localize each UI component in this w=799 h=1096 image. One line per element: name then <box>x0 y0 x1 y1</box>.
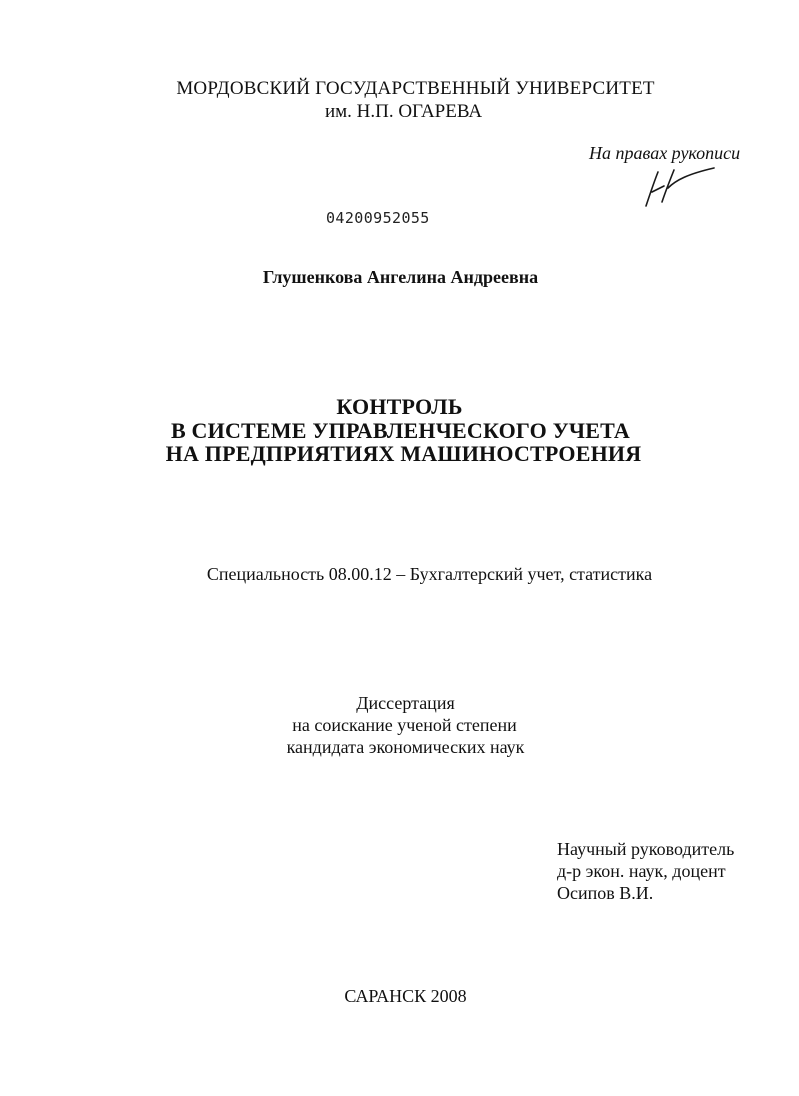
handwritten-signature <box>638 162 718 210</box>
city-year: САРАНСК 2008 <box>344 986 467 1006</box>
dissertation-field-line: кандидата экономических наук <box>286 737 525 757</box>
title-line-1: КОНТРОЛЬ <box>336 394 463 419</box>
registration-code: 04200952055 <box>326 209 430 227</box>
dissertation-degree-line: на соискание ученой степени <box>292 715 517 735</box>
title-line-3: НА ПРЕДПРИЯТИЯХ МАШИНОСТРОЕНИЯ <box>165 441 642 466</box>
manuscript-note: На правах рукописи <box>589 143 741 163</box>
university-subtitle: им. Н.П. ОГАРЕВА <box>324 101 483 122</box>
university-name: МОРДОВСКИЙ ГОСУДАРСТВЕННЫЙ УНИВЕРСИТЕТ <box>176 78 655 99</box>
title-line-2: В СИСТЕМЕ УПРАВЛЕНЧЕСКОГО УЧЕТА <box>170 418 631 443</box>
supervisor-degree: д-р экон. наук, доцент <box>557 861 726 881</box>
dissertation-label: Диссертация <box>356 693 455 713</box>
specialty-line: Специальность 08.00.12 – Бухгалтерский учет, статистика <box>206 564 653 584</box>
supervisor-role: Научный руководитель <box>557 839 735 859</box>
supervisor-name: Осипов В.И. <box>557 883 654 903</box>
author-name: Глушенкова Ангелина Андреевна <box>262 267 539 287</box>
